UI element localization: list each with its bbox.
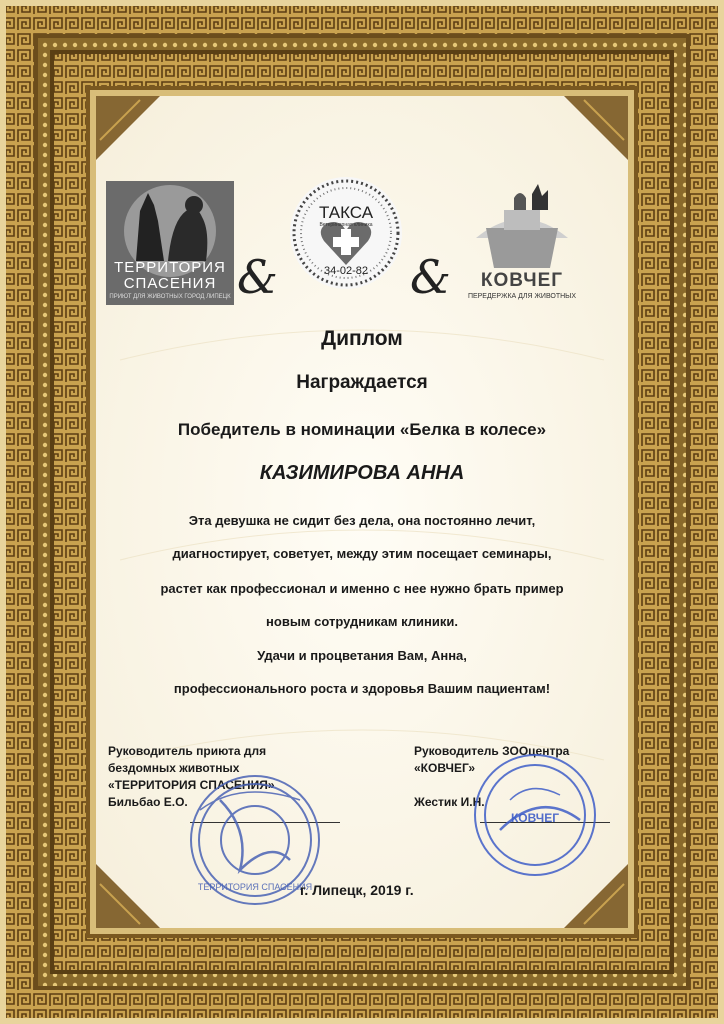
taksa-clinic-logo: ТАКСА Ветеринарная клиника 34-02-82 <box>288 175 404 291</box>
body-line-1: Эта девушка не сидит без дела, она постоянно лечит, <box>188 513 536 528</box>
awarded-heading: Награждается <box>296 372 428 393</box>
right-signatory-block: Руководитель ЗООцентра «КОВЧЕГ» Жестик И.Н. <box>414 744 570 809</box>
stamp-left-caption: ТЕРРИТОРИЯ СПАСЕНИЯ <box>197 882 313 892</box>
body-line-2: диагностирует, советует, между этим посещает семинары, <box>172 546 552 561</box>
body-line-4: новым сотрудникам клиники. <box>266 614 458 629</box>
ampersand-2: & <box>410 250 451 304</box>
body-line-3: растет как профессионал и именно с нее нужно брать пример <box>160 581 564 596</box>
body-line-6: профессионального роста и здоровья Вашим пациентам! <box>173 681 551 696</box>
right-stamp <box>470 750 600 880</box>
nomination-line: Победитель в номинации «Белка в колесе» <box>177 420 547 439</box>
recipient-name: КАЗИМИРОВА АННА <box>259 462 465 484</box>
ampersand-1: & <box>237 250 278 304</box>
body-line-5: Удачи и процветания Вам, Анна, <box>257 648 467 663</box>
territory-of-rescue-logo: ТЕРРИТОРИЯ СПАСЕНИЯ ПРИЮТ ДЛЯ ЖИВОТНЫХ ГОРОД ЛИПЕЦК <box>106 181 234 305</box>
left-signatory-block: Руководитель приюта для бездомных животных «ТЕРРИТОРИЯ СПАСЕНИЯ» Бильбао Е.О. <box>108 744 275 809</box>
stamp-right-caption: КОВЧЕГ <box>510 811 560 825</box>
diploma-title: Диплом <box>321 327 403 350</box>
kovcheg-logo: КОВЧЕГ ПЕРЕДЕРЖКА ДЛЯ ЖИВОТНЫХ <box>462 176 582 304</box>
place-date: г. Липецк, 2019 г. <box>300 882 414 898</box>
